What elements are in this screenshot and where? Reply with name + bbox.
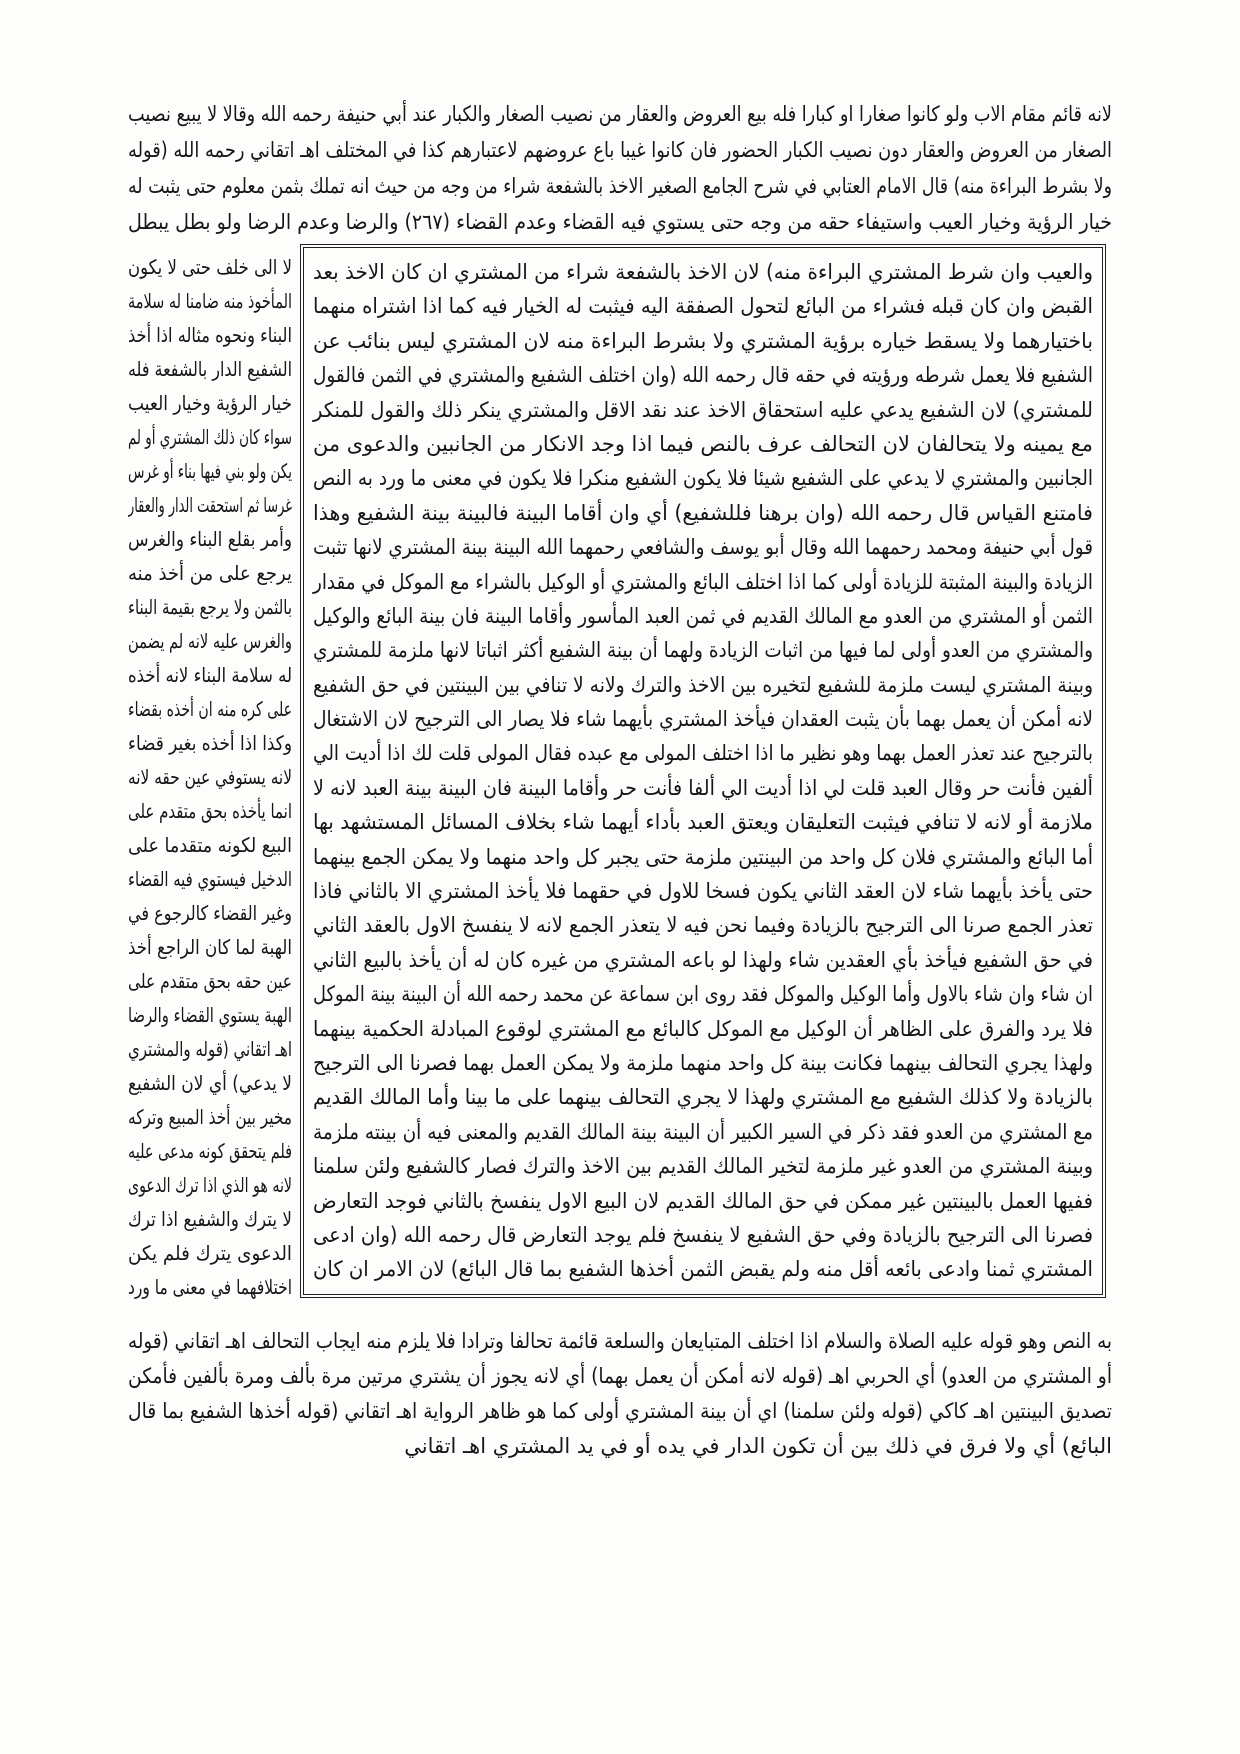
gloss-line: وغير القضاء كالرجوع في [128, 901, 292, 925]
main-text-line: للمشتري) لان الشفيع يدعي عليه استحقاق الاخذ عند نقد الاقل والمشتري ينكر ذلك والقول للمنكر [312, 397, 1093, 422]
text-line: لانه قائم مقام الاب ولو كانوا صغارا او كبارا فله بيع العروض والعقار من نصيب الصغار والكبار عند أبي حنيفة رحمه الله وقالا لا يبيع نصيب [128, 102, 1112, 126]
gloss-line: الهبة لما كان الراجع أخذ [128, 935, 292, 959]
main-text-line: المشتري ثمنا وادعى بائعه أقل منه ولم يقبض الثمن أخذها الشفيع بما قال البائع) لان الامر ان كان [312, 1257, 1093, 1282]
main-text-line: الشفيع فلا يعمل شرطه ورؤيته في حقه قال رحمه الله (وان اختلف الشفيع والمشتري في الثمن فالقول [313, 363, 1093, 388]
main-text-line: ولهذا يجري التحالف بينهما فكانت بينة كل واحد منهما ملزمة ولا يمكن العمل بهما فصرنا الى الترجيح [313, 1050, 1093, 1075]
gloss-line: الدعوى يترك فلم يكن [128, 1241, 292, 1265]
main-text-line: القبض وان كان قبله فشراء من البائع لتحول الصفقة اليه فيثبت له الخيار فيه كما اذا اشتراه منهما [312, 294, 1093, 319]
main-text-line: الجانبين والمشتري لا يدعي على الشفيع شيئا فلا يكون الشفيع منكرا فلا يكون في معنى ما ورد به النص [312, 466, 1093, 491]
main-text-line: مع المشتري من العدو فقد ذكر في السير الكبير أن البينة بينة المالك القديم والمعنى فيه أن بينته ملزمة [313, 1119, 1093, 1144]
gloss-line: يكن ولو بني فيها بناء أو غرس [128, 459, 292, 483]
main-text-line: في حق الشفيع فيأخذ بأي العقدين شاء ولهذا لو باعه المشتري من غيره كان له أن يأخذ بالبيع الثاني [313, 947, 1094, 972]
gloss-line: لانه هو الذي اذا ترك الدعوى [128, 1173, 292, 1197]
gloss-line: اهـ اتقاني (قوله والمشتري [128, 1037, 292, 1061]
main-text-line: ففيها العمل بالبينتين غير ممكن في حق المالك القديم لان البيع الاول ينفسخ بالثاني فوجد التعارض [313, 1188, 1093, 1213]
main-text-line: وبينة المشتري من العدو غير ملزمة لتخير المالك القديم بين الاخذ والترك فصار كالشفيع ولئن سلمنا [313, 1154, 1093, 1179]
main-text-line: فصرنا الى الترجيح بالزيادة وفي حق الشفيع لا ينفسخ فلم يوجد التعارض قال رحمه الله (وان ادعى [313, 1222, 1093, 1247]
gloss-line: الدخيل فيستوي فيه القضاء [128, 867, 292, 891]
main-text-line: وبينة المشتري ليست ملزمة للشفيع لتخيره بين الاخذ والترك ولانه لا تنافي بين البينتين في حق الشفيع [313, 672, 1093, 697]
main-text-frame [300, 244, 1106, 1298]
gloss-line: الشفيع الدار بالشفعة فله [128, 357, 292, 381]
top-commentary [128, 96, 1112, 242]
gloss-line: وأمر بقلع البناء والغرس [128, 527, 292, 551]
bottom-commentary [128, 1324, 1112, 1468]
gloss-line: مخير بين أخذ المبيع وتركه [128, 1105, 292, 1129]
gloss-line: البناء ونحوه مثاله اذا أخذ [128, 323, 292, 347]
gloss-line: والغرس عليه لانه لم يضمن [128, 629, 292, 653]
main-text-line: باختيارهما ولا يسقط خياره برؤية المشتري ولا بشرط البراءة منه لان المشتري ليس بنائب عن [313, 328, 1093, 353]
gloss-line: البيع لكونه متقدما على [128, 833, 292, 857]
main-text-line: تعذر الجمع صرنا الى الترجيح بالزيادة وفيما نحن فيه لا يتعذر الجمع لانه لا ينفسخ الاول بالعقد الثاني [313, 913, 1093, 938]
gloss-line: فلم يتحقق كونه مدعى عليه [128, 1139, 292, 1163]
main-text-line: الزيادة والبينة المثبتة للزيادة أولى كما اذا اختلف البائع والمشتري أو الوكيل بالشراء مع الموكل في مقدار [312, 569, 1093, 594]
text-line: به النص وهو قوله عليه الصلاة والسلام اذا اختلف المتبايعان والسلعة قائمة تحالفا وترادا فلا يلزم منه ايجاب التحالف اهـ اتقاني (قوله [128, 1329, 1112, 1353]
gloss-line: انما يأخذه بحق متقدم على [128, 799, 292, 823]
gloss-line: لا يترك والشفيع اذا ترك [128, 1207, 292, 1231]
gloss-line: عين حقه بحق متقدم على [128, 969, 292, 993]
main-text-line: فامتنع القياس قال رحمه الله (وان برهنا فللشفيع) أي وان أقاما البينة فالبينة بينة الشفيع وهذا [313, 500, 1093, 525]
main-text-line: مع يمينه ولا يتحالفان لان التحالف عرف بالنص فيما اذا وجد الانكار من الجانبين والدعوى من [313, 431, 1093, 456]
text-line: البائع) أي ولا فرق في ذلك بين أن تكون الدار في يده أو في يد المشتري اهـ اتقاني [404, 1434, 1112, 1458]
main-text-line: بالترجيح عند تعذر العمل بهما وهو نظير ما اذا اختلف المولى مع عبده فقال المولى قلت لك اذا أديت الي [313, 741, 1093, 766]
main-text-line: ألفين فأنت حر وقال العبد قلت لي اذا أديت الي ألفا فأنت حر وأقاما البينة فان البينة بينة العبد لانه لا [313, 775, 1093, 800]
main-text-line: فلا يرد والفرق على الظاهر أن الوكيل مع الموكل كالبائع مع المشتري لوقوع المبادلة الحكمية بينهما [313, 1016, 1093, 1041]
gloss-line: غرسا ثم استحقت الدار والعقار [128, 493, 292, 517]
text-line: الصغار من العروض والعقار دون نصيب الكبار الحضور فان كانوا غيبا باع عروضهم لاعتبارهم كذا في المختلف اهـ اتقاني رحمه الله (قوله [128, 138, 1112, 162]
main-text-line: والعيب وان شرط المشتري البراءة منه) لان الاخذ بالشفعة شراء من المشتري ان كان الاخذ بعد [313, 260, 1093, 284]
gloss-line: خيار الرؤية وخيار العيب [128, 391, 292, 415]
main-text-line: الثمن أو المشتري من العدو مع المالك القديم في ثمن العبد المأسور وأقاما البينة فان بينة البائع والوكيل [312, 603, 1093, 628]
text-line: تصديق البينتين اهـ كاكي (قوله ولئن سلمنا) اي أن بينة المشتري أولى كما هو ظاهر الرواية اهـ اتقاني (قوله أخذها الشفيع بما قال [128, 1399, 1112, 1423]
gloss-line: لا يدعي) أي لان الشفيع [128, 1071, 292, 1095]
gloss-line: لانه يستوفي عين حقه لانه [128, 765, 292, 789]
gloss-line: اختلافهما في معنى ما ورد [128, 1275, 292, 1299]
main-text-line: أما البائع والمشتري فلان كل واحد من البينتين ملزمة حتى يجبر كل واحد منهما ولا يمكن الجمع بينهما [312, 844, 1093, 869]
gloss-line: لا الى خلف حتى لا يكون [128, 255, 292, 279]
gloss-line: وكذا اذا أخذه بغير قضاء [128, 731, 292, 755]
main-text-line: والمشتري من العدو أولى لما فيها من اثبات الزيادة ولهما أن بينة الشفيع أكثر اثباتا لانها ملزمة للمشتري [313, 638, 1094, 663]
margin-gloss [128, 250, 292, 1308]
gloss-line: له سلامة البناء لانه أخذه [128, 663, 292, 687]
gloss-line: المأخوذ منه ضامنا له سلامة [128, 289, 292, 313]
gloss-line: على كره منه ان أخذه بقضاء [128, 697, 292, 721]
main-text-line: حتى يأخذ بأيهما شاء لان العقد الثاني يكون فسخا للاول في حقهما فلا يأخذ المشتري الا بالثاني فاذا [313, 879, 1094, 904]
main-text-line: بالزيادة ولا كذلك الشفيع مع المشتري ولهذا لا يجري التحالف بينهما على ما بينا وأما المالك القديم [313, 1085, 1093, 1110]
text-line: خيار الرؤية وخيار العيب واستيفاء حقه من وجه حتى يستوي فيه القضاء وعدم القضاء (٢٦٧) والرضا وعدم الرضا ولو بطل يبطل [128, 210, 1112, 234]
gloss-line: الهبة يستوي القضاء والرضا [128, 1003, 292, 1027]
main-text-line: لانه أمكن أن يعمل بهما بأن يثبت العقدان فيأخذ المشتري بأيهما شاء فلا يصار الى الترجيح لان الاشتغال [313, 707, 1094, 732]
text-line: ولا بشرط البراءة منه) قال الامام العتابي في شرح الجامع الصغير الاخذ بالشفعة شراء من وجه من حيث انه تملك بثمن معلوم حتى يثبت له [128, 174, 1112, 198]
gloss-line: بالثمن ولا يرجع بقيمة البناء [128, 595, 292, 619]
gloss-line: سواء كان ذلك المشتري أو لم [128, 425, 292, 449]
main-text-line: ملازمة أو لانه لا تنافي فيثبت التعليقان ويعتق العبد بأداء أيهما شاء بخلاف المسائل المستشهد بها [313, 810, 1093, 835]
gloss-line: يرجع على من أخذ منه [128, 561, 292, 585]
main-text-line: ان شاء وان شاء بالاول وأما الوكيل والموكل فقد روى ابن سماعة عن محمد رحمه الله أن البينة بينة الموكل [313, 982, 1094, 1007]
main-text-line: قول أبي حنيفة ومحمد رحمهما الله وقال أبو يوسف والشافعي رحمهما الله البينة بينة المشتري لانها تثبت [313, 535, 1093, 560]
text-line: أو المشتري من العدو) أي الحربي اهـ (قوله لانه أمكن أن يعمل بهما) أي لانه يجوز أن يشتري مرتين مرة بألف ومرة بألفين فأمكن [128, 1364, 1112, 1388]
